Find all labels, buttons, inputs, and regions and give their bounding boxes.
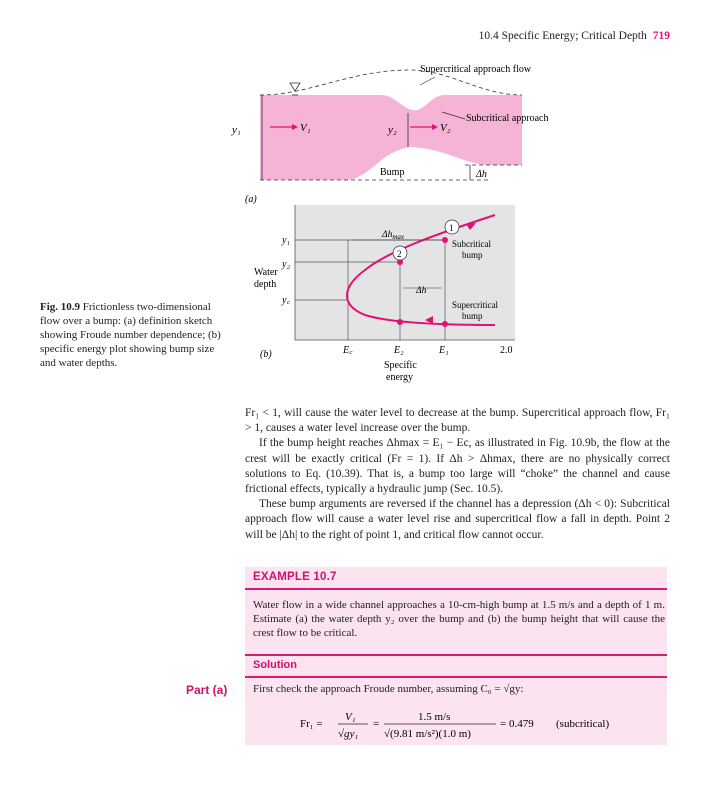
body-text bbox=[245, 406, 670, 543]
v1-label: V₁ bbox=[300, 122, 311, 134]
yc-tick: y꜀ bbox=[282, 295, 290, 306]
y2-tick: y₂ bbox=[282, 259, 290, 270]
supercritical-bump-label-1: Supercritical bbox=[452, 300, 498, 310]
example-rule-2 bbox=[245, 654, 667, 656]
supercritical-label: Supercritical approach flow bbox=[420, 64, 532, 75]
solution-heading: Solution bbox=[253, 659, 297, 671]
eq-den2: √(9.81 m/s²)(1.0 m) bbox=[384, 728, 471, 740]
dh-label: Δh bbox=[476, 169, 487, 180]
ylabel-depth: depth bbox=[254, 279, 277, 290]
eq-num2: 1.5 m/s bbox=[418, 711, 451, 723]
part-a-label: Part (a) bbox=[186, 683, 228, 697]
figure-a-label: (a) bbox=[245, 194, 257, 205]
xlabel-specific: Specific bbox=[384, 360, 417, 371]
eq-result: = 0.479 bbox=[500, 718, 534, 730]
point-1-label: 1 bbox=[449, 223, 454, 233]
eq-num1: V₁ bbox=[345, 711, 356, 723]
figure-b-energy-plot bbox=[240, 205, 520, 390]
figure-a-sketch bbox=[220, 55, 550, 205]
dh-label-b: Δh bbox=[416, 286, 427, 296]
example-text: Water flow in a wide channel approaches a 10-cm-high bump at 1.5 m/s and a depth of 1 m. Estimate (a) the water depth y₂ over the bump and (b) the bump height that will cause the crest flow to be critical. bbox=[253, 599, 665, 639]
eq-den1: √gy₁ bbox=[338, 728, 359, 740]
eq-lhs: Fr₁ = bbox=[300, 718, 323, 730]
xlabel-energy: energy bbox=[386, 372, 414, 383]
subcritical-bump-label-2: bump bbox=[462, 250, 483, 260]
figure-b-label: (b) bbox=[260, 349, 272, 360]
page-number: 719 bbox=[652, 30, 670, 42]
caption-text: Frictionless two-dimensional flow over a bump: (a) definition sketch showing Froude number dependence; (b) specific energy plot showing bump size and water depths. bbox=[40, 301, 221, 369]
y2-label: y₂ bbox=[388, 124, 397, 136]
example-rule-3 bbox=[245, 676, 667, 678]
froude-equation bbox=[300, 705, 660, 745]
e1-tick: E₁ bbox=[439, 345, 449, 356]
caption-number: Fig. 10.9 bbox=[40, 301, 81, 313]
example-title: EXAMPLE 10.7 bbox=[253, 571, 337, 583]
svg-text:=: = bbox=[373, 718, 380, 730]
v2-label: V₂ bbox=[440, 122, 451, 134]
solution-text: First check the approach Froude number, assuming C₀ = √gy: bbox=[253, 683, 524, 695]
supercritical-bump-label-2: bump bbox=[462, 311, 483, 321]
point-2-label: 2 bbox=[397, 249, 402, 259]
figure-caption bbox=[40, 300, 225, 370]
y1-label: y₁ bbox=[232, 124, 241, 136]
point-super-1-dot bbox=[442, 321, 448, 327]
bump-label: Bump bbox=[380, 167, 405, 178]
y1-tick: y₁ bbox=[282, 235, 290, 246]
subcritical-label: Subcritical approach bbox=[466, 113, 549, 124]
point-super-2-dot bbox=[397, 319, 403, 325]
dhmax-label: $\Delta h_{max}$ bbox=[382, 230, 404, 241]
example-rule-1 bbox=[245, 588, 667, 590]
ylabel-water: Water bbox=[254, 267, 278, 278]
point-1-dot bbox=[442, 237, 448, 243]
paragraph-1: Fr₁ < 1, will cause the water level to decrease at the bump. Supercritical approach flow, Fr₁ > 1, causes a water level increase over the bump. bbox=[245, 407, 670, 435]
ec-tick: E꜀ bbox=[343, 345, 353, 356]
two-tick: 2.0 bbox=[500, 345, 513, 356]
eq-note: (subcritical) bbox=[556, 718, 610, 730]
water-surface-symbol bbox=[290, 83, 300, 91]
paragraph-2: If the bump height reaches Δhmax = E₁ − Ec, as illustrated in Fig. 10.9b, the flow at the crest will be exactly critical (Fr = 1). If Δh > Δhmax, there are no physically correct solutions to Eq. (10.39). That is, a bump too large will “choke” the channel and cause frictional effects, typically a hydraulic jump (Sec. 10.5). bbox=[245, 437, 670, 496]
running-header bbox=[479, 30, 670, 42]
e2-tick: E₂ bbox=[394, 345, 404, 356]
paragraph-3: These bump arguments are reversed if the channel has a depression (Δh < 0): Subcritical approach flow will cause a water level rise and supercritical flow a fall in depth. Point 2 will be |Δh| to the right of point 1, and critical flow cannot occur. bbox=[245, 498, 670, 541]
section-title: 10.4 Specific Energy; Critical Depth bbox=[478, 30, 647, 42]
subcritical-bump-label-1: Subcritical bbox=[452, 239, 491, 249]
